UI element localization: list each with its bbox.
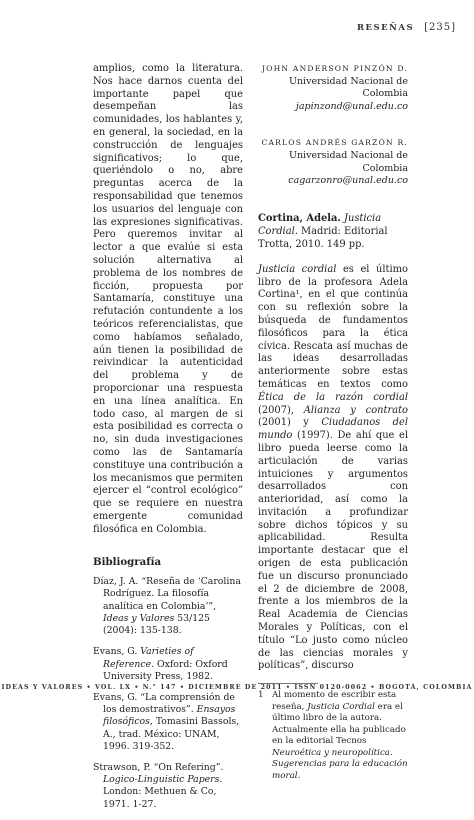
footnote-number: 1	[258, 690, 264, 701]
reference-item: Díaz, J. A. “Reseña de ‘Carolina Rodríguez. La filosofía analítica en Colombia’”, Ideas y Valores 53/125 (2004): 135-138.	[93, 576, 241, 637]
section-title: RESEÑAS	[356, 22, 415, 33]
review-body-paragraph	[258, 264, 408, 674]
reviewer-affiliation: Universidad Nacional de Colombia	[288, 75, 408, 100]
reviewer-email[interactable]: cagarzonro@unal.edu.co	[288, 175, 408, 187]
text-run: Al momento de escribir esta reseña,	[272, 690, 397, 712]
text-run: .	[297, 770, 301, 781]
italic-run: Alianza y contrato	[303, 404, 408, 416]
footnote	[258, 690, 408, 782]
reference-item: Strawson, P. “On Refering”. Logico-Linguistic Papers. London: Methuen & Co, 1971. 1-27.	[93, 761, 224, 810]
reference-item: Evans, G. “La comprensión de los demostrativos”. Ensayos filosóficos, Tomasini Bassols, A., trad. México: UNAM, 1996. 319-352.	[93, 691, 240, 752]
reviewer-email[interactable]: japinzond@unal.edu.co	[295, 100, 408, 112]
review-book-title: Justicia Cordial	[258, 212, 382, 237]
review-citation	[258, 212, 408, 251]
reference-list	[93, 576, 243, 810]
italic-run: Justicia Cordial	[307, 701, 375, 712]
running-head	[357, 22, 456, 33]
italic-run: Neuroética y neuropolítica. Sugerencias para la educación moral	[272, 747, 408, 781]
reviewer-signature	[258, 63, 408, 113]
reference-item: Evans, G. Varieties of Reference. Oxford: Oxford University Press, 1982.	[93, 646, 228, 682]
left-column	[93, 63, 243, 820]
journal-footer: IDEAS Y VALORES • VOL. LX • N.° 147 • DICIEMBRE DE 2011 • ISSN 0120-0062 • BOGOTÁ, COLOMBIA	[1, 684, 473, 691]
italic-run: Ética de la razón cordial	[258, 391, 408, 403]
bibliography-heading: Bibliografía	[93, 556, 162, 569]
text-run: (1997). De ahí que el libro pueda leerse como la articulación de varias intuiciones y argumentos desarrollados con anterioridad, así como la invitación a profundizar sobre dichos tópicos y su aplicabilidad. Resulta importante destacar que el origen de esta publicación fue un discurso pronunciado el 2 de diciembre de 2008, frente a los miembros de la Real Academia de Ciencias Morales y Políticas, con el título “Lo justo como núcleo de las ciencias morales y políticas”, discurso	[258, 430, 408, 672]
footnote-text	[272, 690, 408, 782]
reviewer-affiliation: Universidad Nacional de Colombia	[288, 149, 408, 174]
body-paragraph: amplios, como la literatura. Nos hace darnos cuenta del importante papel que desempeñan las comunidades, los hablantes y, en general, la sociedad, en la construcción de lenguajes significativos; lo que, queriéndolo o no, abre preguntas acerca de la responsabilidad que tenemos los usuarios del lenguaje con las expresiones significativas. Pero queremos invitar al lector a que evalúe si esta solución alternativa al problema de los nombres de ficción, propuesta por Santamaría, constituye una refutación contundente a los teóricos referencialistas, que como habíamos señalado, aún tienen la posibilidad de reivindicar la autenticidad del problema y de proporcionar una respuesta en una línea analítica. En todo caso, al margen de si esta posibilidad es correcta o no, sin duda investigaciones como las de Santamaría constituye una contribución a los mecanismos que permiten ejercer el “control ecológico” que se requiere en nuestra emergente comunidad filosófica en Colombia.	[93, 63, 243, 535]
text-run: era el último libro de la autora. Actualmente ella ha publicado en la editorial Tecnos	[272, 701, 406, 747]
review-publication: . Madrid: Editorial Trotta, 2010. 149 pp.	[258, 225, 388, 250]
text-run: es el último libro de la profesora Adela Cortina¹, en el que continúa con su reflexión sobre la búsqueda de fundamentos filosóficos para la ética cívica. Rescata así muchas de las ideas desarrolladas anteriormente sobre estas temáticas en textos como	[258, 263, 408, 390]
italic-run: Ciudadanos del mundo	[258, 417, 408, 442]
text-run: (2001) y	[258, 417, 322, 429]
page-number: [235]	[424, 22, 456, 33]
right-column	[258, 63, 408, 782]
italic-run: Justicia cordial	[258, 263, 337, 275]
reviewer-name: CARLOS ANDRÉS GARZÓN R.	[261, 138, 408, 148]
text-run: (2007),	[258, 404, 304, 416]
review-author: Cortina, Adela.	[258, 212, 341, 224]
reviewer-signature	[258, 137, 408, 187]
reviewer-name: JOHN ANDERSON PINZÓN D.	[261, 64, 408, 73]
